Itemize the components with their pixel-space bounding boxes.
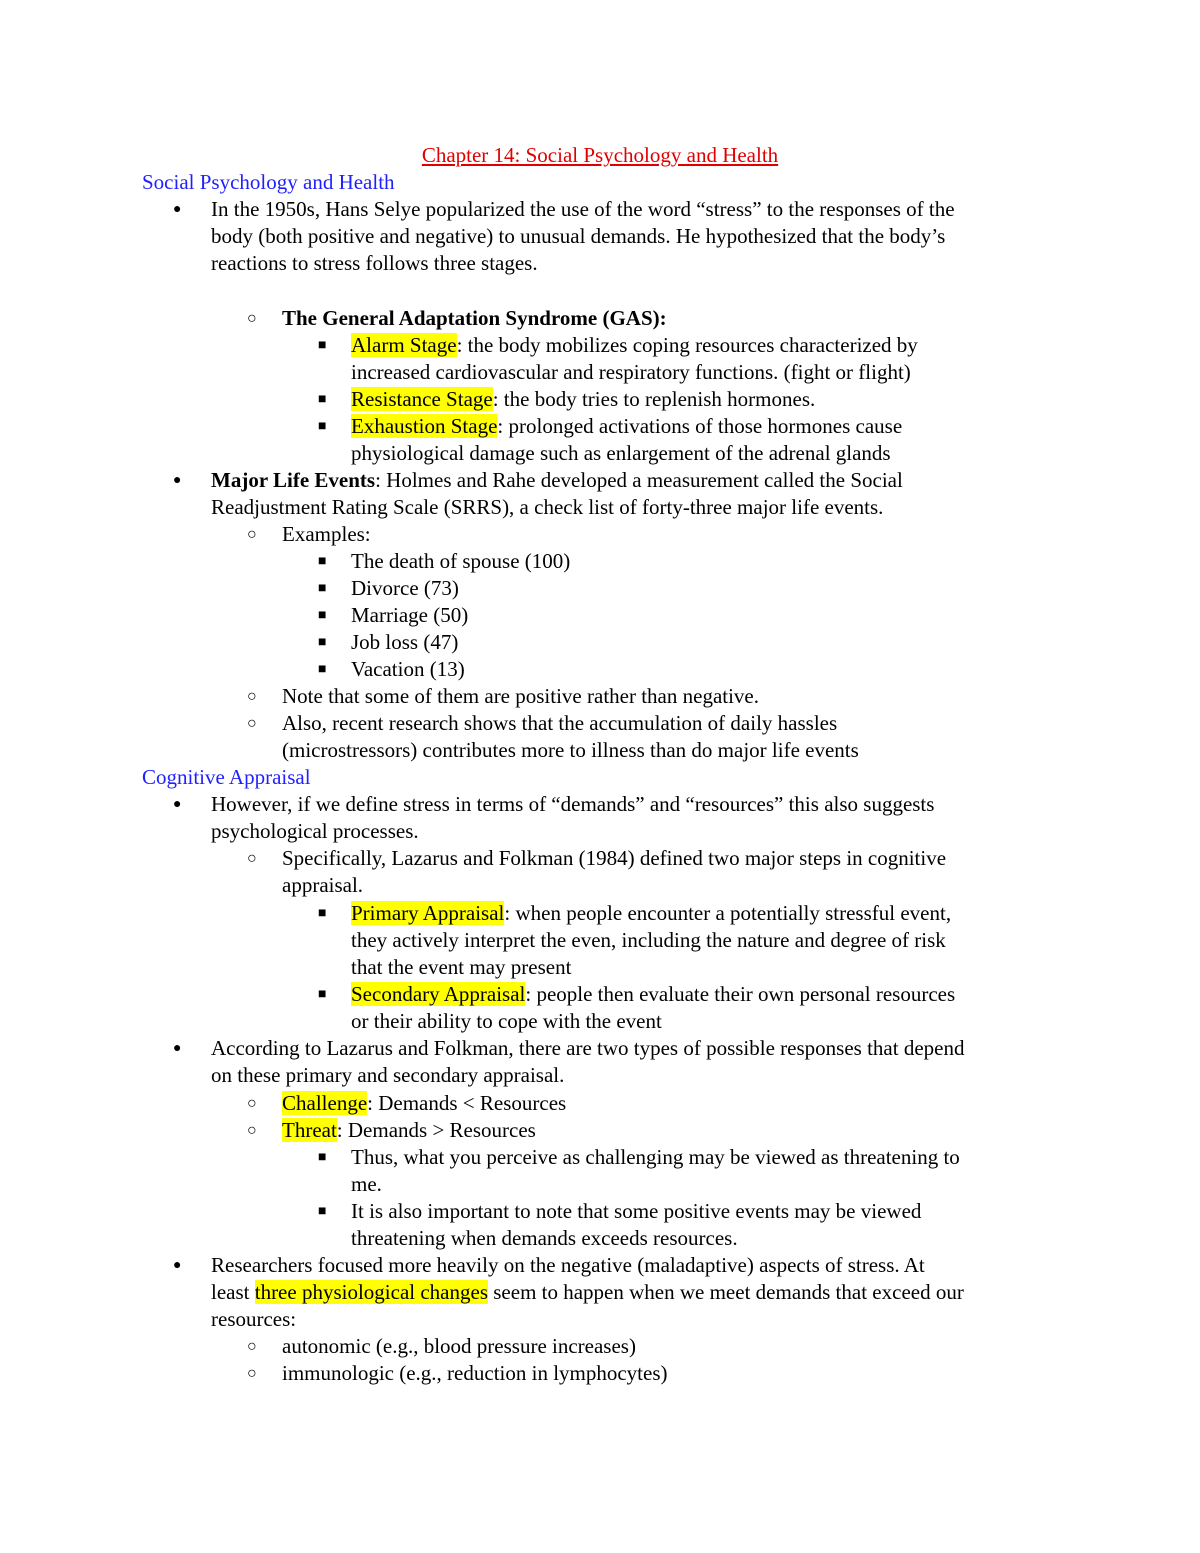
square-bullet-icon: [318, 1198, 326, 1225]
square-bullet-icon: [318, 629, 326, 656]
bullet-icon: [173, 467, 181, 494]
paragraph-line: According to Lazarus and Folkman, there are two types of possible responses that depend: [211, 1036, 965, 1060]
circle-bullet-icon: [247, 683, 257, 711]
paragraph-line: on these primary and secondary appraisal.: [211, 1063, 565, 1087]
page-title: Chapter 14: Social Psychology and Health: [421, 143, 779, 167]
square-bullet-icon: [318, 413, 326, 440]
circle-bullet-icon: [247, 521, 257, 549]
paragraph-line: physiological damage such as enlargement of the adrenal glands: [351, 441, 891, 465]
highlight-term: Challenge: [282, 1091, 368, 1115]
bullet-icon: [173, 791, 181, 818]
paragraph-line: body (both positive and negative) to unusual demands. He hypothesized that the body’s: [211, 224, 946, 248]
circle-bullet-icon: [247, 1117, 257, 1145]
exhaustion-stage-line: Exhaustion Stage: prolonged activations of those hormones cause: [351, 414, 903, 438]
square-bullet-icon: [318, 386, 326, 413]
paragraph-line: increased cardiovascular and respiratory functions. (fight or flight): [351, 360, 911, 384]
highlight-term: Threat: [282, 1118, 337, 1142]
square-bullet-icon: [318, 656, 326, 683]
paragraph-line: However, if we define stress in terms of “demands” and “resources” this also suggests: [211, 792, 935, 816]
list-item: Divorce (73): [351, 576, 459, 600]
paragraph-line: Readjustment Rating Scale (SRRS), a check list of forty-three major life events.: [211, 495, 884, 519]
highlight-term: Alarm Stage: [351, 333, 457, 357]
paragraph-line: In the 1950s, Hans Selye popularized the use of the word “stress” to the responses of the: [211, 197, 955, 221]
examples-label: Examples:: [282, 522, 371, 546]
highlight-term: Secondary Appraisal: [351, 982, 526, 1006]
physiological-changes-line: least three physiological changes seem to happen when we meet demands that exceed our: [211, 1280, 964, 1304]
paragraph-line: Thus, what you perceive as challenging may be viewed as threatening to: [351, 1145, 960, 1169]
square-bullet-icon: [318, 1144, 326, 1171]
resistance-stage-line: Resistance Stage: the body tries to replenish hormones.: [351, 387, 816, 411]
circle-bullet-icon: [247, 1333, 257, 1361]
gas-title: The General Adaptation Syndrome (GAS):: [282, 306, 667, 330]
paragraph-line: reactions to stress follows three stages.: [211, 251, 538, 275]
paragraph-line: Note that some of them are positive rather than negative.: [282, 684, 760, 708]
circle-bullet-icon: [247, 1360, 257, 1388]
paragraph-line: Researchers focused more heavily on the negative (maladaptive) aspects of stress. At: [211, 1253, 925, 1277]
circle-bullet-icon: [247, 1090, 257, 1118]
paragraph-line: me.: [351, 1172, 382, 1196]
highlight-term: Exhaustion Stage: [351, 414, 498, 438]
list-item: Job loss (47): [351, 630, 459, 654]
paragraph-line: It is also important to note that some positive events may be viewed: [351, 1199, 922, 1223]
square-bullet-icon: [318, 900, 326, 927]
paragraph-line: resources:: [211, 1307, 297, 1331]
challenge-line: Challenge: Demands < Resources: [282, 1091, 567, 1115]
circle-bullet-icon: [247, 845, 257, 873]
paragraph-line: appraisal.: [282, 873, 364, 897]
primary-appraisal-line: Primary Appraisal: when people encounter a potentially stressful event,: [351, 901, 952, 925]
bullet-icon: [173, 1252, 181, 1279]
paragraph-line: psychological processes.: [211, 819, 419, 843]
highlight-term: Resistance Stage: [351, 387, 493, 411]
section-heading-cognitive-appraisal: Cognitive Appraisal: [142, 765, 311, 789]
list-item: autonomic (e.g., blood pressure increases): [282, 1334, 636, 1358]
paragraph-line: threatening when demands exceeds resources.: [351, 1226, 738, 1250]
square-bullet-icon: [318, 548, 326, 575]
circle-bullet-icon: [247, 305, 257, 333]
alarm-stage-line: Alarm Stage: the body mobilizes coping resources characterized by: [351, 333, 918, 357]
threat-line: Threat: Demands > Resources: [282, 1118, 536, 1142]
square-bullet-icon: [318, 602, 326, 629]
square-bullet-icon: [318, 981, 326, 1008]
list-item: immunologic (e.g., reduction in lymphocytes): [282, 1361, 668, 1385]
paragraph-line: they actively interpret the even, including the nature and degree of risk: [351, 928, 946, 952]
bullet-icon: [173, 1035, 181, 1062]
paragraph-line: Specifically, Lazarus and Folkman (1984) defined two major steps in cognitive: [282, 846, 947, 870]
paragraph-line: that the event may present: [351, 955, 572, 979]
square-bullet-icon: [318, 332, 326, 359]
square-bullet-icon: [318, 575, 326, 602]
section-heading-social-psychology: Social Psychology and Health: [142, 170, 395, 194]
list-item: Vacation (13): [351, 657, 465, 681]
major-life-events-line: Major Life Events: Holmes and Rahe developed a measurement called the Social: [211, 468, 903, 492]
circle-bullet-icon: [247, 710, 257, 738]
paragraph-line: (microstressors) contributes more to illness than do major life events: [282, 738, 859, 762]
list-item: The death of spouse (100): [351, 549, 571, 573]
highlight-term: three physiological changes: [254, 1280, 488, 1304]
paragraph-line: Also, recent research shows that the accumulation of daily hassles: [282, 711, 838, 735]
list-item: Marriage (50): [351, 603, 469, 627]
secondary-appraisal-line: Secondary Appraisal: people then evaluate their own personal resources: [351, 982, 956, 1006]
bullet-icon: [173, 196, 181, 223]
highlight-term: Primary Appraisal: [351, 901, 505, 925]
paragraph-line: or their ability to cope with the event: [351, 1009, 662, 1033]
